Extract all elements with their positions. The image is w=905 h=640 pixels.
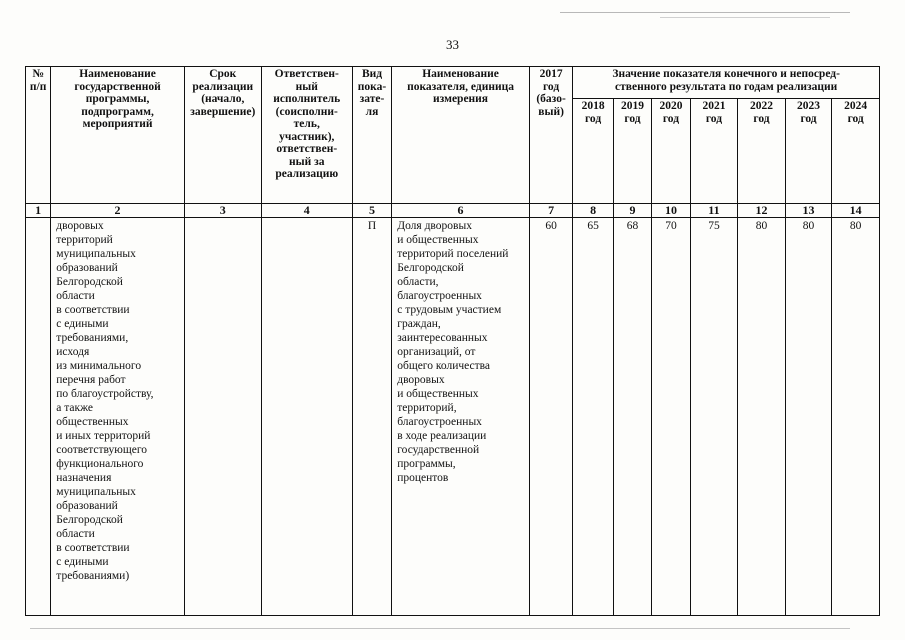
indicator-name-line: граждан, (397, 318, 441, 330)
indicator-name-line: и общественных (397, 234, 479, 246)
indicator-name-line: в ходе реализации (397, 430, 487, 442)
indicator-name-line: благоустроенных (397, 416, 482, 428)
header-line: 2018 (581, 100, 605, 112)
program-name-line: соответствующего (56, 444, 148, 456)
header-line: год (584, 112, 602, 125)
value-2024: 80 (832, 218, 880, 616)
program-name-line: с едиными (56, 318, 109, 330)
indicator-name-line: общего количества (397, 360, 491, 372)
value-2018: 65 (573, 218, 613, 616)
header-line: (соисполни- (275, 105, 338, 118)
indicator-name-line: и общественных (397, 388, 479, 400)
header-line: ственного результата по годам реализации (615, 80, 838, 93)
header-line: мероприятий (82, 118, 153, 130)
scan-artifact (660, 17, 830, 18)
column-number: 14 (832, 204, 880, 218)
header-line: 2022 (749, 100, 773, 112)
column-number: 7 (529, 204, 573, 218)
program-name-line: с едиными (56, 556, 109, 568)
header-line: Наименование (422, 68, 499, 80)
header-line: 2024 (844, 100, 868, 112)
header-line: показателя, единица (407, 80, 514, 93)
header-line: программы, (85, 93, 150, 105)
program-name-line: области (56, 528, 95, 540)
indicator-name-line: заинтересованных (397, 332, 488, 344)
header-line: государственной (74, 80, 161, 93)
header-line: 2017 (539, 68, 563, 80)
header-line: измерения (433, 93, 489, 105)
header-line: (начало, (201, 93, 245, 105)
header-year-2018 (573, 99, 613, 204)
indicator-name-line: территорий, (397, 402, 457, 414)
page-number: 33 (446, 37, 459, 52)
column-number: 4 (261, 204, 352, 218)
header-line: год (542, 80, 560, 93)
header-line: 2021 (702, 100, 726, 112)
header-line: год (847, 112, 864, 125)
column-number: 1 (26, 204, 51, 218)
header-line: ответствен- (276, 143, 338, 155)
header-line: Значение показателя конечного и непосред- (612, 68, 840, 80)
indicator-name-line: благоустроенных (397, 290, 482, 302)
header-year-2020 (652, 99, 690, 204)
base-year-value: 60 (529, 218, 573, 616)
header-line: реализацию (275, 168, 339, 180)
program-name-line: Белгородской (56, 276, 123, 288)
header-indicator-type (352, 67, 391, 204)
header-line: зате- (359, 93, 385, 105)
indicator-table (25, 66, 880, 616)
program-name-line: перечня работ (56, 374, 126, 386)
program-name-line: по благоустройству, (56, 388, 154, 400)
column-number: 10 (652, 204, 690, 218)
table-row (26, 218, 880, 616)
column-number: 12 (738, 204, 786, 218)
header-responsible (261, 67, 352, 204)
program-name-line: в соответствии (56, 542, 130, 554)
header-line: п/п (29, 80, 47, 93)
indicator-name-line: государственной (397, 444, 480, 456)
scan-artifact (560, 12, 850, 13)
header-line: исполнитель (273, 93, 341, 105)
indicator-name-line: Белгородской (397, 262, 464, 274)
row-number (26, 218, 51, 616)
indicator-name-line: области, (397, 276, 439, 288)
value-2020: 70 (652, 218, 690, 616)
header-line: (базо- (536, 93, 566, 105)
column-number: 13 (785, 204, 832, 218)
program-name-line: требованиями, (56, 332, 129, 344)
program-name-line: области (56, 290, 95, 302)
header-line: Наименование (79, 68, 156, 80)
program-name-line: требованиями) (56, 570, 130, 582)
header-line: ный (295, 80, 318, 93)
column-number: 5 (352, 204, 391, 218)
indicator-name-line: Доля дворовых (397, 220, 472, 232)
indicator-name-line: процентов (397, 472, 449, 484)
program-name-line: образований (56, 500, 118, 512)
responsible-cell (261, 218, 352, 616)
program-name-line: муниципальных (56, 486, 136, 498)
scan-artifact (30, 628, 850, 629)
column-number: 6 (392, 204, 530, 218)
header-line: № (32, 68, 44, 80)
program-name-line: исходя (56, 346, 90, 358)
header-line: Срок (209, 68, 237, 80)
header-line: 2020 (659, 100, 683, 112)
header-year-2023 (785, 99, 832, 204)
indicator-name-line: организаций, от (397, 346, 476, 358)
indicator-name-cell (392, 218, 530, 616)
indicator-name-line: с трудовым участием (397, 304, 502, 316)
program-name-line: Белгородской (56, 514, 123, 526)
column-number: 2 (51, 204, 185, 218)
column-number: 8 (573, 204, 613, 218)
header-line: год (624, 112, 641, 125)
header-line: Вид (361, 68, 383, 80)
value-2021: 75 (690, 218, 738, 616)
header-program-name (51, 67, 185, 204)
program-name-cell (51, 218, 185, 616)
header-term (184, 67, 261, 204)
header-line: завершение) (190, 105, 256, 118)
indicator-name-line: дворовых (397, 374, 445, 386)
header-line: тель, (293, 118, 320, 130)
program-name-line: функционального (56, 458, 144, 470)
header-line: пока- (357, 80, 387, 93)
program-name-line: и иных территорий (56, 430, 151, 442)
header-line: подпрограмм, (81, 105, 154, 118)
program-name-line: а также (56, 402, 94, 414)
value-2023: 80 (785, 218, 832, 616)
program-name-line: общественных (56, 416, 129, 428)
header-year-2022 (738, 99, 786, 204)
column-number: 9 (613, 204, 651, 218)
term-cell (184, 218, 261, 616)
header-line: Ответствен- (274, 68, 339, 80)
header-line: год (705, 112, 723, 125)
header-year-2024 (832, 99, 880, 204)
indicator-type-cell: П (352, 218, 391, 616)
indicator-name-line: территорий поселений (397, 248, 509, 260)
program-name-line: в соответствии (56, 304, 130, 316)
indicator-name-line: программы, (397, 458, 456, 470)
value-2019: 68 (613, 218, 651, 616)
program-name-line: дворовых (56, 220, 104, 232)
header-line: ля (365, 105, 379, 118)
header-line: 2023 (797, 100, 821, 112)
header-year-2019 (613, 99, 651, 204)
header-base-year (529, 67, 573, 204)
header-line: вый) (538, 105, 564, 118)
header-values-group (573, 67, 880, 99)
value-2022: 80 (738, 218, 786, 616)
header-indicator-name (392, 67, 530, 204)
header-line: год (753, 112, 770, 125)
program-name-line: образований (56, 262, 118, 274)
program-name-line: муниципальных (56, 248, 136, 260)
header-line: реализации (192, 80, 254, 93)
header-row (26, 67, 880, 99)
program-name-line: назначения (56, 472, 112, 484)
header-line: год (800, 112, 817, 125)
program-name-line: территорий (56, 234, 113, 246)
header-year-2021 (690, 99, 738, 204)
header-line: ный за (289, 155, 325, 168)
column-number: 3 (184, 204, 261, 218)
header-line: год (662, 112, 680, 125)
header-line: участник), (279, 130, 335, 143)
header-line: 2019 (621, 100, 645, 112)
column-number: 11 (690, 204, 738, 218)
program-name-line: из минимального (56, 360, 142, 372)
column-numbers-row (26, 204, 880, 218)
header-number (26, 67, 51, 204)
